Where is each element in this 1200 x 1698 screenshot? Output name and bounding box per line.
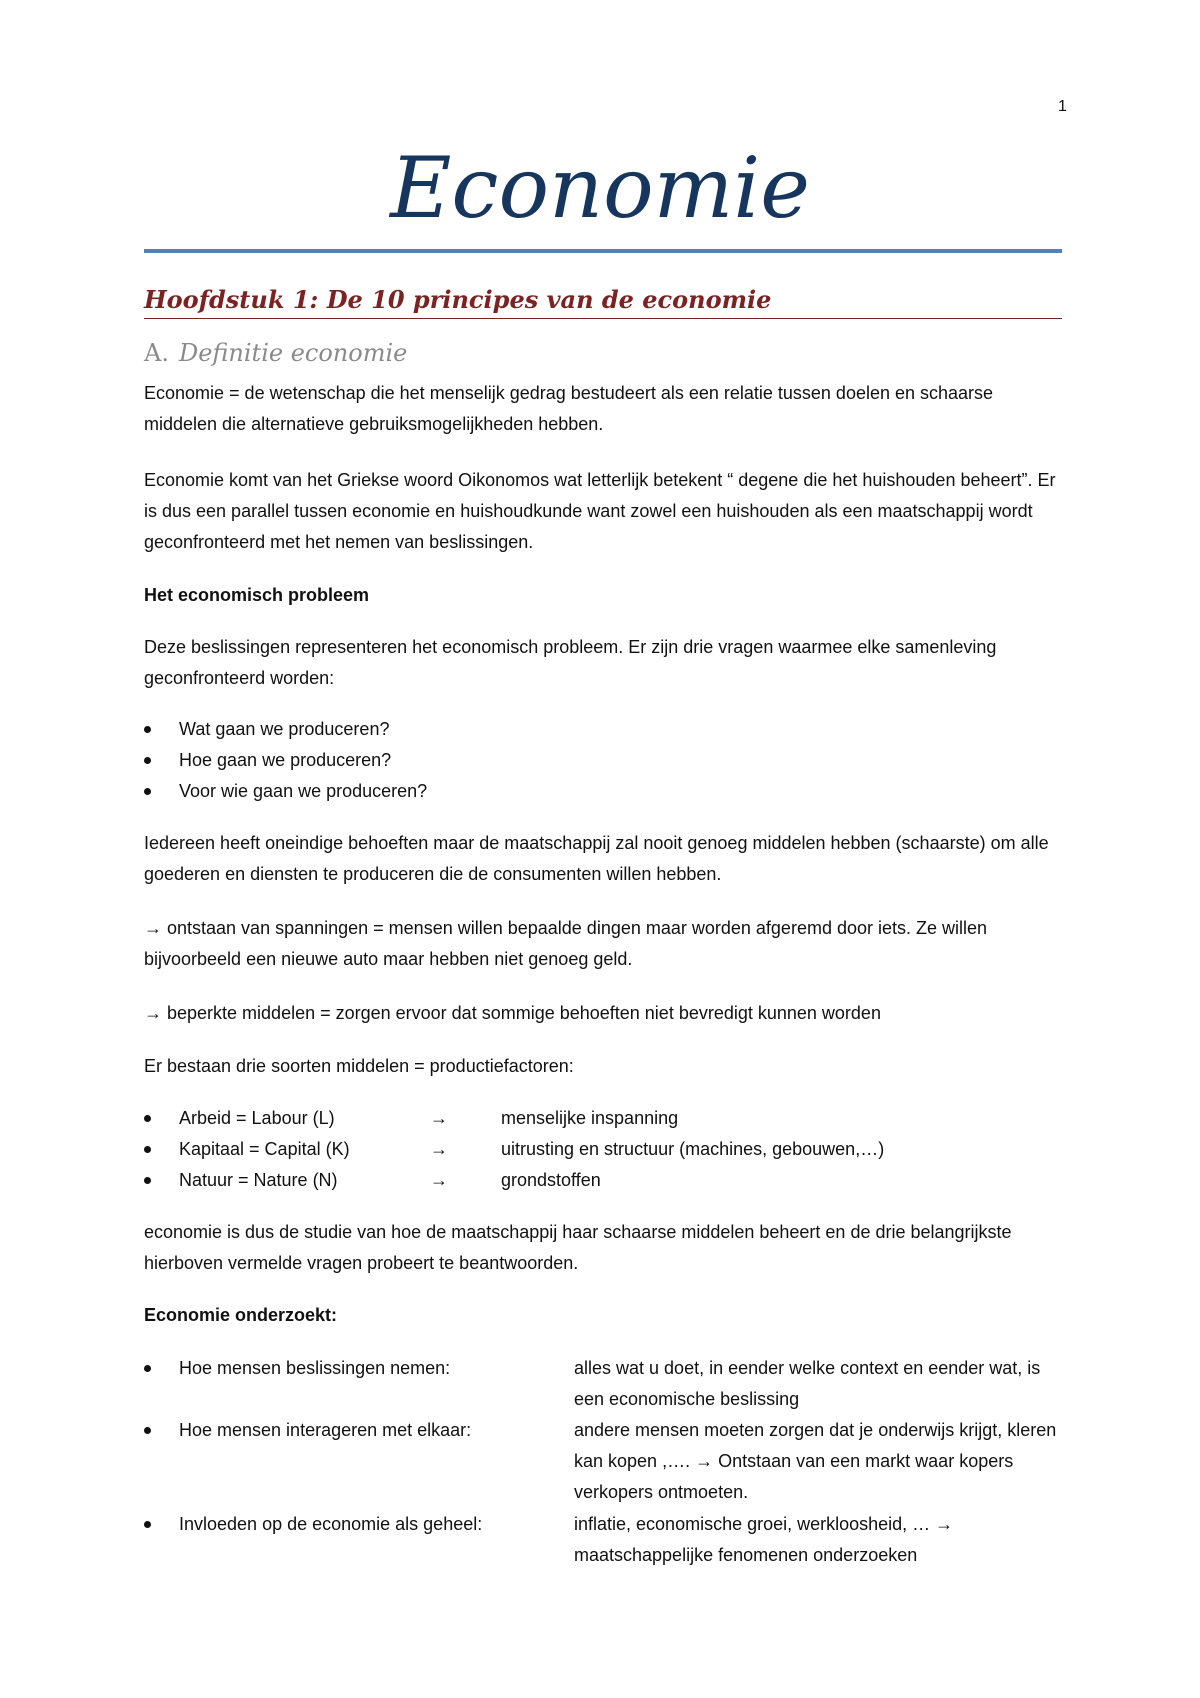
study-topic: Hoe mensen beslissingen nemen: bbox=[179, 1358, 451, 1378]
chapter-heading: Hoofdstuk 1: De 10 principes van de economie bbox=[144, 285, 772, 314]
paragraph-scarcity: Iedereen heeft oneindige behoeften maar de maatschappij zal nooit genoeg middelen hebben (schaarste) om alle goederen en diensten te produceren die de consumenten willen hebben. bbox=[144, 833, 1049, 884]
paragraph-study-summary: economie is dus de studie van hoe de maatschappij haar schaarse middelen beheert en de drie belangrijkste hierboven vermelde vragen probeert te beantwoorden. bbox=[144, 1222, 1012, 1273]
factor-description: uitrusting en structuur (machines, gebouwen,…) bbox=[501, 1139, 885, 1159]
section-title: Definitie economie bbox=[178, 339, 408, 367]
section-heading bbox=[144, 339, 407, 367]
paragraph-decisions: Deze beslissingen representeren het economisch probleem. Er zijn drie vragen waarmee elke samenleving geconfronteerd worden: bbox=[144, 637, 997, 688]
document-title: Economie bbox=[390, 139, 810, 237]
study-topic: Hoe mensen interageren met elkaar: bbox=[179, 1420, 472, 1440]
bullet-icon bbox=[144, 1115, 151, 1122]
study-explanation: inflatie, economische groei, werkloosheid, … → maatschappelijke fenomenen onderzoeken bbox=[574, 1514, 954, 1565]
paragraph-production-factors: Er bestaan drie soorten middelen = productiefactoren: bbox=[144, 1056, 574, 1076]
bullet-icon bbox=[144, 1365, 151, 1372]
list-item: Voor wie gaan we produceren? bbox=[144, 776, 1064, 807]
factor-row bbox=[144, 1134, 1064, 1165]
paragraph-tensions: → ontstaan van spanningen = mensen willen bepaalde dingen maar worden afgeremd door iets. Ze willen bijvoorbeeld een nieuwe auto maar hebben niet genoeg geld. bbox=[144, 918, 988, 969]
factor-row bbox=[144, 1165, 1064, 1196]
bullet-icon bbox=[144, 1177, 151, 1184]
factor-name: Arbeid = Labour (L) bbox=[179, 1108, 335, 1128]
list-item: Wat gaan we produceren? bbox=[144, 714, 1064, 745]
study-explanation: alles wat u doet, in eender welke context en eender wat, is een economische beslissing bbox=[574, 1358, 1041, 1409]
study-explanation: andere mensen moeten zorgen dat je onderwijs krijgt, kleren kan kopen ,…. → Ontstaan van een markt waar kopers verkopers ontmoeten. bbox=[574, 1420, 1057, 1502]
factor-description: grondstoffen bbox=[501, 1170, 601, 1190]
paragraph-origin: Economie komt van het Griekse woord Oikonomos wat letterlijk betekent “ degene die het huishouden beheert”. Er is dus een parallel tussen economie en huishoudkunde want zowel een huishouden als een maatschappij wordt geconfronteerd met het nemen van beslissingen. bbox=[144, 470, 1056, 552]
bullet-icon bbox=[144, 1521, 151, 1528]
arrow-right-icon: → bbox=[430, 1108, 448, 1128]
paragraph-definition: Economie = de wetenschap die het menselijk gedrag bestudeert als een relatie tussen doelen en schaarse middelen die alternatieve gebruiksmogelijkheden hebben. bbox=[144, 383, 994, 434]
factor-description: menselijke inspanning bbox=[501, 1108, 679, 1128]
title-divider bbox=[144, 249, 1062, 253]
paragraph-limited-means: → beperkte middelen = zorgen ervoor dat sommige behoeften niet bevredigt kunnen worden bbox=[144, 1003, 881, 1023]
questions-list bbox=[144, 714, 1064, 807]
bullet-icon bbox=[144, 1427, 151, 1434]
subheading-economics-studies: Economie onderzoekt: bbox=[144, 1305, 338, 1325]
page-number: 1 bbox=[1058, 98, 1067, 115]
section-number: A. bbox=[144, 339, 169, 367]
factor-name: Natuur = Nature (N) bbox=[179, 1170, 338, 1190]
study-topic: Invloeden op de economie als geheel: bbox=[179, 1514, 483, 1534]
factor-name: Kapitaal = Capital (K) bbox=[179, 1139, 350, 1159]
subheading-economic-problem: Het economisch probleem bbox=[144, 585, 370, 605]
factor-row bbox=[144, 1103, 1064, 1134]
bullet-icon bbox=[144, 1146, 151, 1153]
arrow-right-icon: → bbox=[430, 1139, 448, 1159]
arrow-right-icon: → bbox=[430, 1170, 448, 1190]
chapter-divider bbox=[144, 318, 1062, 319]
list-item: Hoe gaan we produceren? bbox=[144, 745, 1064, 776]
